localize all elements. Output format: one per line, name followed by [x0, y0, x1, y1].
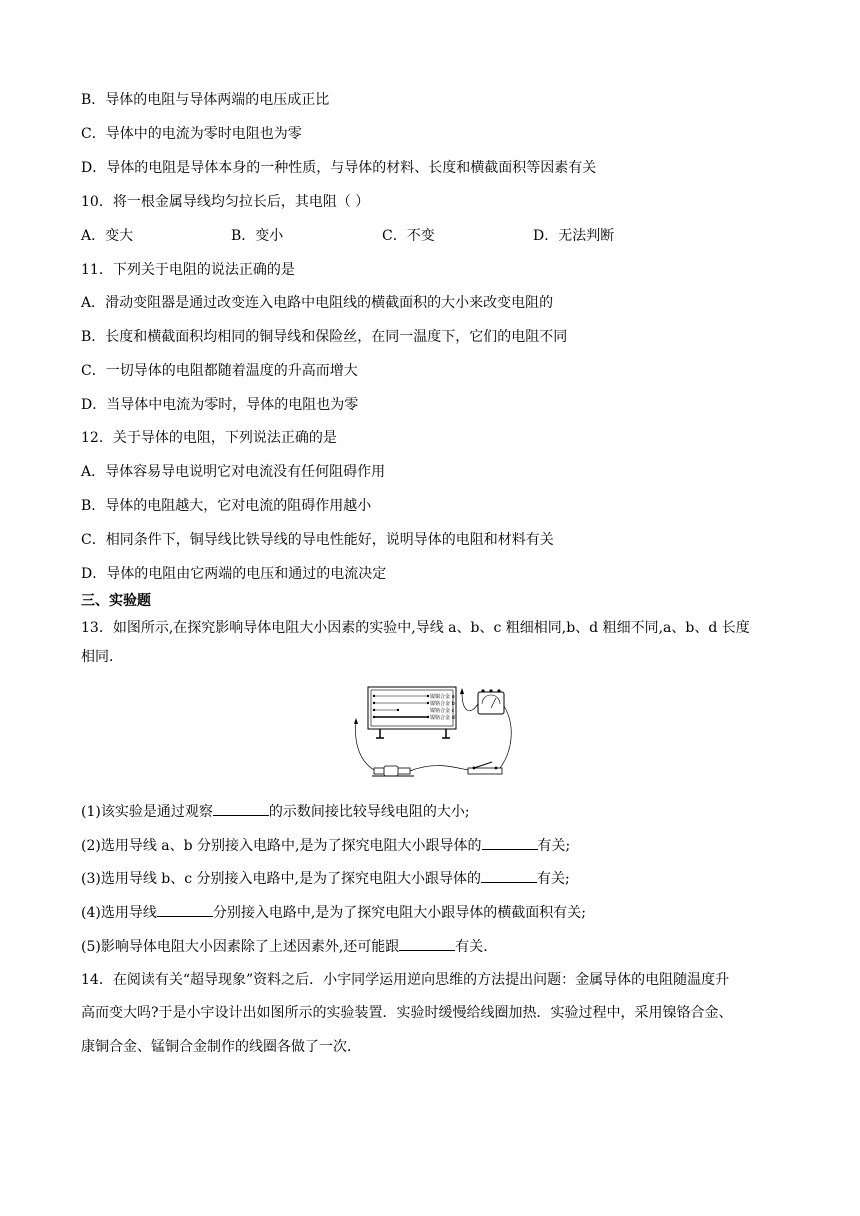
- q13-stem-line2: 相同．: [81, 649, 123, 665]
- wire-label-c: 镍铬合金 c: [430, 708, 455, 714]
- q13-part3-pre: (3)选用导线 b、c 分别接入电路中,是为了探究电阻大小跟导体的: [81, 871, 481, 887]
- q12-option-b: B．导体的电阻越大，它对电流的阻碍作用越小: [81, 498, 372, 514]
- answer-blank-1[interactable]: [213, 801, 269, 816]
- q11-stem: 11．下列关于电阻的说法正确的是: [81, 262, 295, 278]
- q13-part4: [81, 902, 586, 923]
- wire-label-a: 镍铜合金 a: [430, 694, 455, 700]
- q13-part1-pre: (1)该实验是通过观察: [81, 804, 213, 820]
- q10-option-d: D．无法判断: [533, 228, 615, 244]
- q12-option-a: A．导体容易导电说明它对电流没有任何阻碍作用: [81, 464, 386, 480]
- q9-option-c: C．导体中的电流为零时电阻也为零: [81, 126, 302, 142]
- q13-part1-post: 的示数间接比较导线电阻的大小;: [268, 804, 470, 820]
- battery-icon: [372, 766, 414, 776]
- q11-option-d: D．当导体中电流为零时，导体的电阻也为零: [81, 397, 359, 413]
- ammeter-icon: [478, 689, 504, 714]
- q13-part5-post: 有关．: [455, 939, 498, 955]
- q10-option-b: B．变小: [231, 228, 284, 244]
- q13-part3-post: 有关;: [536, 871, 570, 887]
- q14-line2: 高而变大吗?于是小宇设计出如图所示的实验装置．实验时缓慢给线圈加热．实验过程中，采用镍铬合金、: [81, 1005, 733, 1021]
- q13-part4-pre: (4)选用导线: [81, 905, 157, 921]
- wire-label-b: 镍铬合金 b: [430, 701, 455, 707]
- answer-blank-4[interactable]: [157, 902, 213, 917]
- q13-part2-pre: (2)选用导线 a、b 分别接入电路中,是为了探究电阻大小跟导体的: [81, 838, 482, 854]
- q13-stem-line1: 13．如图所示,在探究影响导体电阻大小因素的实验中,导线 a、b、c 粗细相同,b、d 粗细不同,a、b、d 长度: [81, 620, 750, 636]
- section-heading: 三、实验题: [81, 593, 151, 609]
- q12-option-c: C．相同条件下，铜导线比铁导线的导电性能好，说明导体的电阻和材料有关: [81, 532, 554, 548]
- q13-part5-pre: (5)影响导体电阻大小因素除了上述因素外,还可能跟: [81, 939, 400, 955]
- q14-line3: 康铜合金、锰铜合金制作的线圈各做了一次．: [81, 1039, 361, 1055]
- answer-blank-3[interactable]: [481, 868, 537, 883]
- q13-part2: [81, 835, 570, 856]
- q9-option-b: B．导体的电阻与导体两端的电压成正比: [81, 92, 330, 108]
- q10-option-a: A．变大: [81, 228, 134, 244]
- q13-part1: [81, 801, 470, 822]
- q12-stem: 12．关于导体的电阻，下列说法正确的是: [81, 430, 337, 446]
- q11-option-c: C．一切导体的电阻都随着温度的升高而增大: [81, 363, 358, 379]
- q10-option-c: C．不变: [382, 228, 435, 244]
- wire-label-d: 镍铬合金 d: [430, 715, 455, 721]
- q13-part3: [81, 868, 570, 889]
- q13-part5: [81, 936, 497, 957]
- q14-line1: 14．在阅读有关“超导现象”资料之后．小宇同学运用逆向思维的方法提出问题：金属导体的电阻随温度升: [81, 972, 730, 988]
- q13-part4-post: 分别接入电路中,是为了探究电阻大小跟导体的横截面积有关;: [212, 905, 587, 921]
- answer-blank-5[interactable]: [399, 936, 455, 951]
- q10-stem: 10．将一根金属导线均匀拉长后，其电阻（ ）: [81, 194, 370, 210]
- q10-options: [81, 226, 801, 246]
- q11-option-b: B．长度和横截面积均相同的铜导线和保险丝，在同一温度下，它们的电阻不同: [81, 329, 568, 345]
- q12-option-d: D．导体的电阻由它两端的电压和通过的电流决定: [81, 566, 387, 582]
- circuit-figure: [350, 682, 518, 782]
- answer-blank-2[interactable]: [482, 835, 538, 850]
- switch-icon: [468, 762, 502, 774]
- q11-option-a: A．滑动变阻器是通过改变连入电路中电阻线的横截面积的大小来改变电阻的: [81, 295, 554, 311]
- q9-option-d: D．导体的电阻是导体本身的一种性质，与导体的材料、长度和横截面积等因素有关: [81, 160, 597, 176]
- q13-part2-post: 有关;: [537, 838, 571, 854]
